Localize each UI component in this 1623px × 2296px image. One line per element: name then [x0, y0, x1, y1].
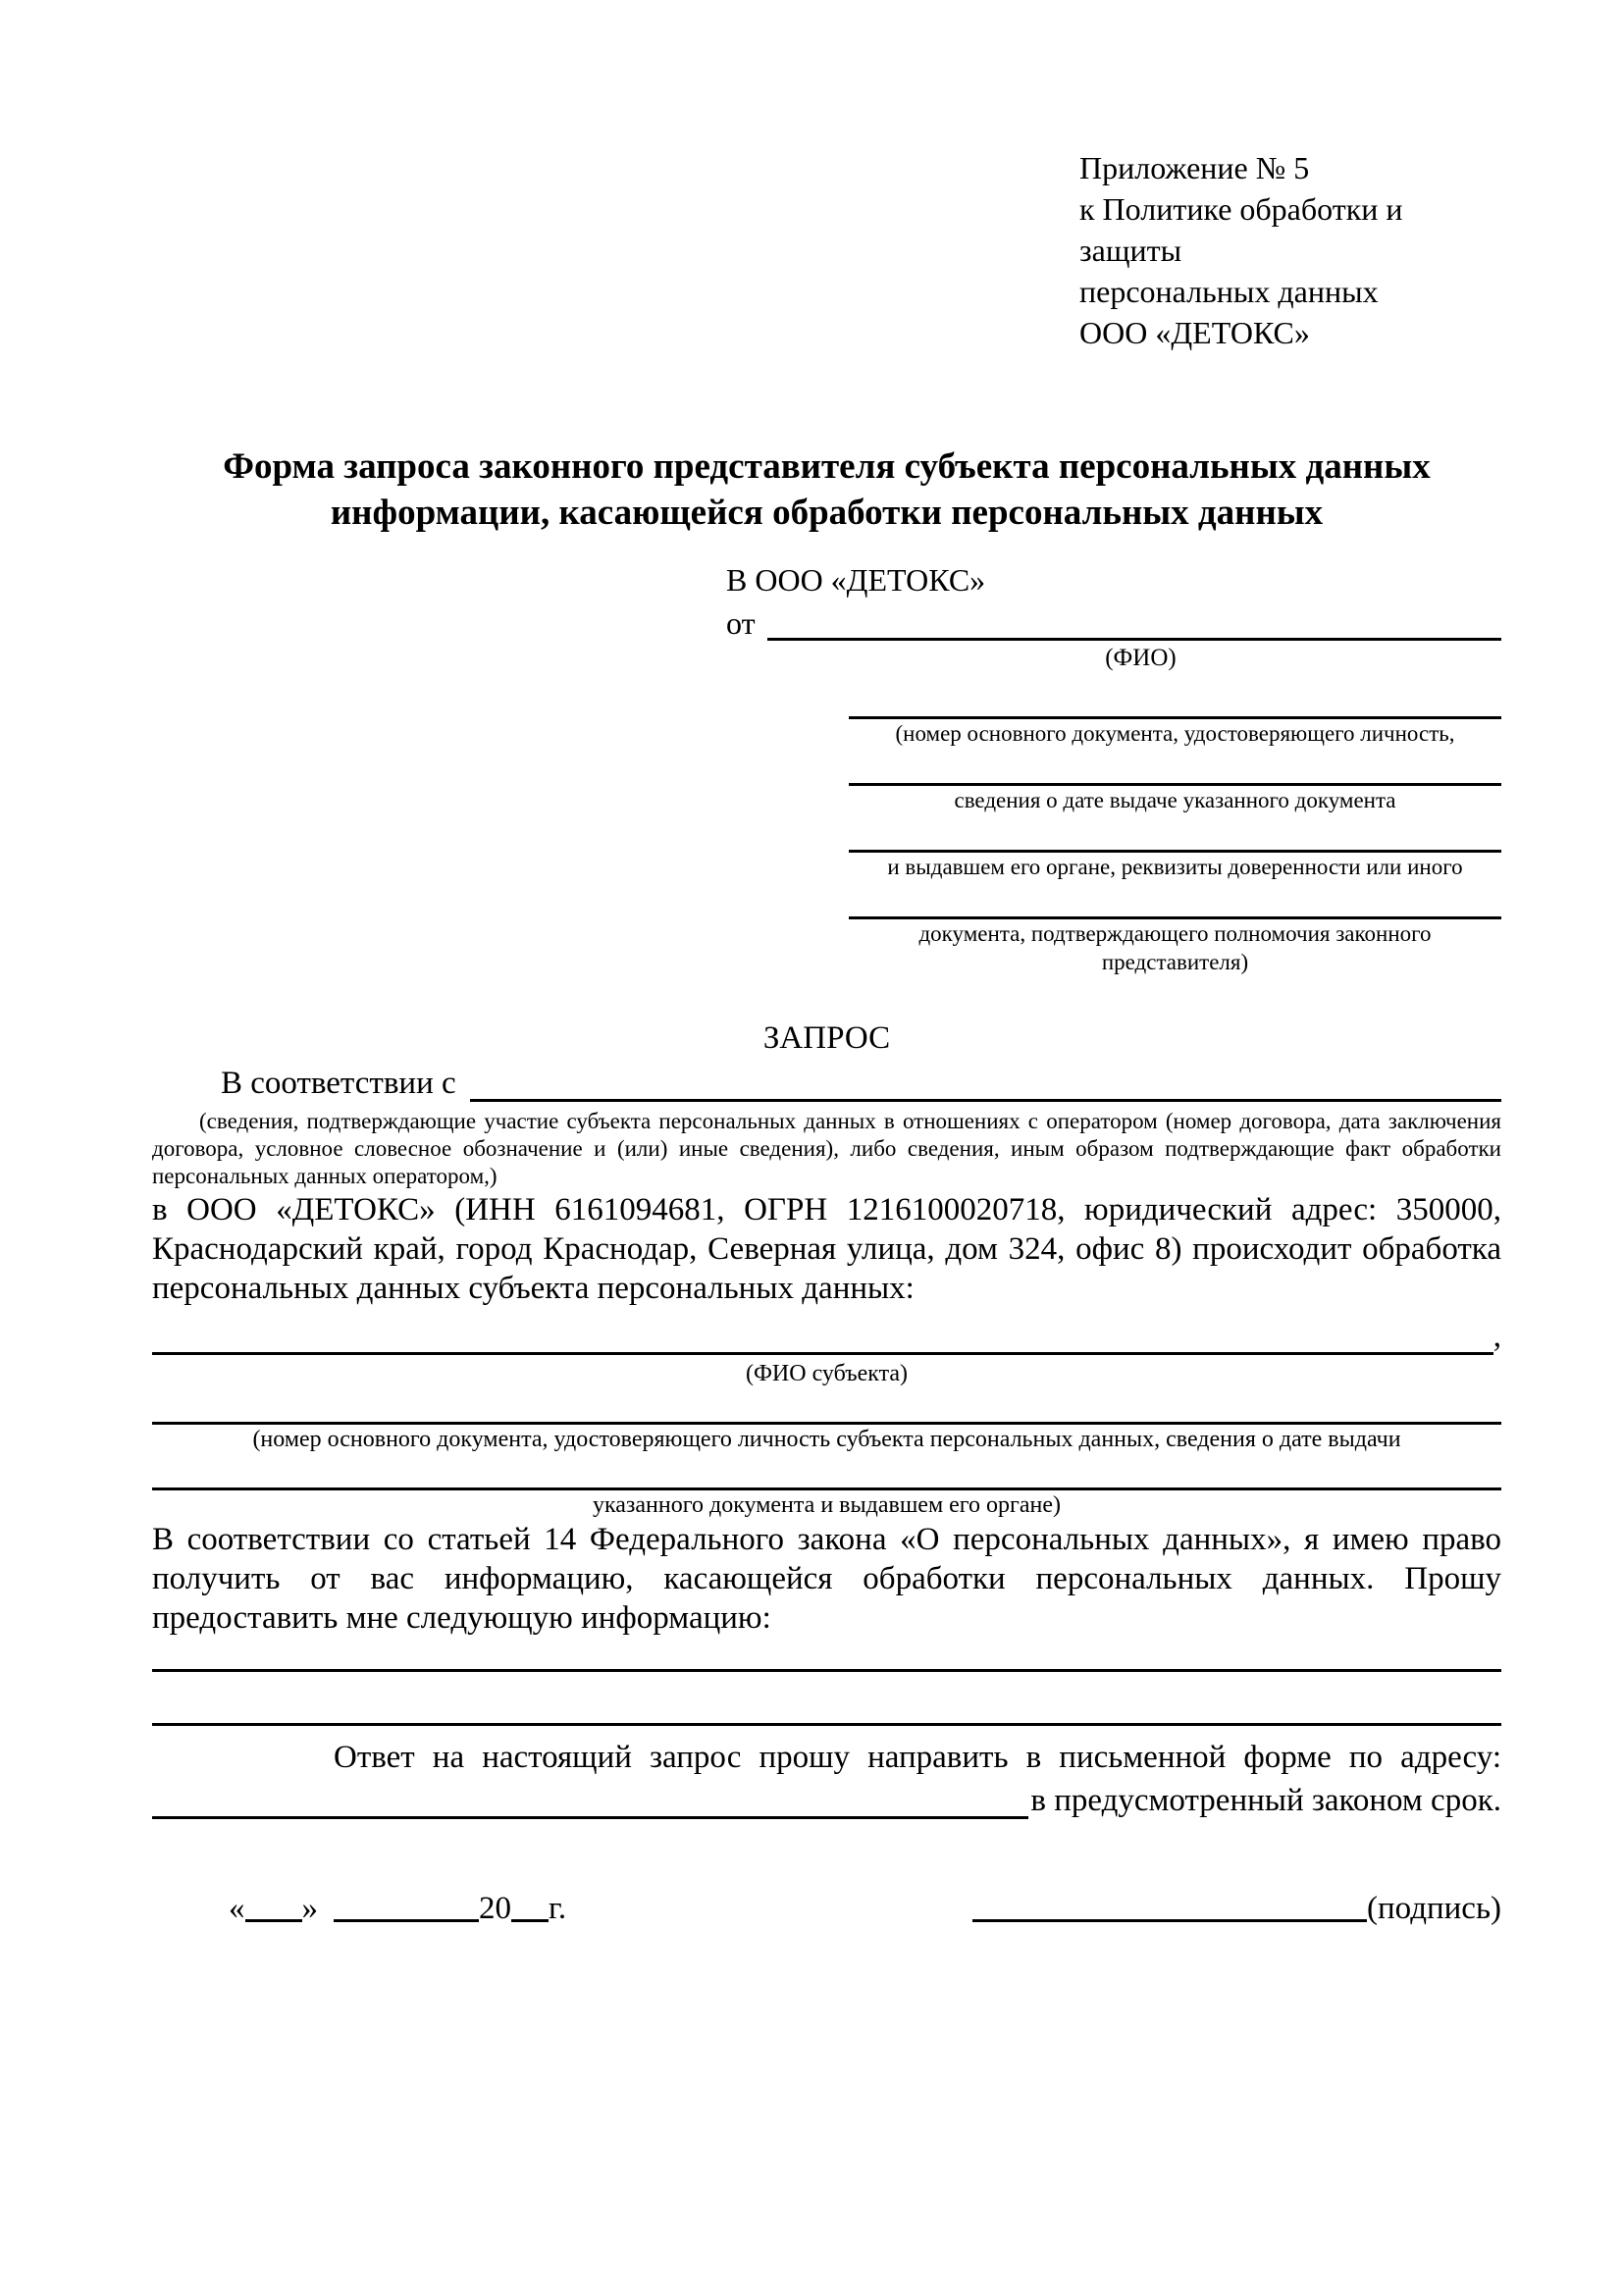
- answer-address-line: [152, 1779, 1501, 1822]
- subject-document-caption-1: (номер основного документа, удостоверяющего личность субъекта персональных данных, сведения о дате выдачи: [252, 1427, 1401, 1452]
- date-month-blank: [334, 1919, 479, 1922]
- requested-info-blank-line-1: [152, 1638, 1501, 1672]
- date-year-suffix: г.: [549, 1891, 567, 1926]
- addressee-block: [726, 557, 1501, 976]
- field-row-document-number: [726, 673, 1501, 748]
- date-quote-open: «: [229, 1891, 245, 1926]
- document-number-caption: (номер основного документа, удостоверяющего личность,: [895, 721, 1455, 746]
- subject-fio-caption: (ФИО субъекта): [745, 1361, 909, 1386]
- document-title-line-1: Форма запроса законного представителя субъекта персональных данных: [223, 446, 1431, 487]
- signature-caption: (подпись): [1367, 1891, 1501, 1926]
- appendix-company-line: ООО «ДЕТОКС»: [1079, 315, 1310, 350]
- subject-document-caption-2: указанного документа и выдавшем его органе): [592, 1492, 1062, 1518]
- issue-date-caption: сведения о дате выдаче указанного документа: [954, 788, 1396, 812]
- appendix-policy-line-2: персональных данных: [1079, 274, 1379, 309]
- date-quote-close: »: [301, 1891, 318, 1926]
- accordance-blank-line: [470, 1099, 1501, 1102]
- field-row-issuing-authority: [726, 814, 1501, 881]
- from-line: [726, 602, 1501, 644]
- issuing-authority-caption: и выдавшем его органе, реквизиты доверенности или иного: [887, 855, 1463, 879]
- document-title: [152, 444, 1501, 536]
- fio-blank-line: [767, 638, 1501, 641]
- subject-fio-line-comma: ,: [1492, 1319, 1501, 1354]
- issuing-authority-blank-line: [849, 814, 1501, 853]
- authority-document-blank-line: [849, 881, 1501, 919]
- document-title-line-2: информации, касающейся обработки персональных данных: [330, 493, 1324, 533]
- appendix-number-line: Приложение № 5: [1079, 150, 1310, 185]
- request-heading: ЗАПРОС: [762, 1020, 891, 1056]
- document-number-blank-line: [849, 673, 1501, 719]
- date-day-blank: [245, 1919, 302, 1922]
- accordance-note: (сведения, подтверждающие участие субъекта персональных данных в отношениях с оператором (номер договора, дата заключения договора, условное словесное обозначение и (или) иные сведения), либо сведения, иным образом подтверждающие факт обработки персональных данных оператором,): [152, 1109, 1501, 1188]
- authority-document-caption: документа, подтверждающего полномочия законного представителя): [918, 921, 1432, 974]
- law-paragraph: В соответствии со статьей 14 Федерального закона «О персональных данных», я имею право получить от вас информацию, касающейся обработки персональных данных. Прошу предоставить мне следующую информацию:: [152, 1522, 1501, 1636]
- subject-document-blank-line-1: [152, 1388, 1501, 1425]
- answer-paragraph: Ответ на настоящий запрос прошу направить в письменной форме по адресу:: [334, 1740, 1501, 1775]
- fio-caption: (ФИО): [1105, 645, 1177, 671]
- addressee-organization: В ООО «ДЕТОКС»: [726, 562, 986, 598]
- field-row-authority-document: [726, 881, 1501, 976]
- subject-fio-line: [152, 1314, 1501, 1359]
- address-blank-line: [152, 1816, 1028, 1819]
- operator-paragraph: в ООО «ДЕТОКС» (ИНН 6161094681, ОГРН 1216100020718, юридический адрес: 350000, Краснодарский край, город Краснодар, Северная улица, дом 324, офис 8) происходит обработка персональных данных субъекта персональных данных:: [152, 1192, 1501, 1306]
- from-label: от: [726, 605, 756, 641]
- date-year-prefix: 20: [479, 1891, 511, 1926]
- answer-tail: в предусмотренный законом срок.: [1030, 1783, 1501, 1818]
- accordance-line: [152, 1061, 1501, 1106]
- signature-blank-line: [972, 1919, 1367, 1922]
- accordance-label: В соответствии с: [221, 1066, 456, 1101]
- issue-date-blank-line: [849, 748, 1501, 786]
- date-year-blank: [511, 1919, 549, 1922]
- appendix-header: [1079, 147, 1501, 353]
- requested-info-blank-line-2: [152, 1672, 1501, 1726]
- subject-fio-blank-line: [152, 1352, 1493, 1355]
- date-field: [152, 1887, 566, 1930]
- field-row-issue-date: [726, 748, 1501, 814]
- signature-field: [972, 1887, 1501, 1930]
- signature-date-row: [152, 1887, 1501, 1930]
- subject-document-blank-line-2: [152, 1454, 1501, 1490]
- appendix-policy-line: к Политике обработки и защиты: [1079, 191, 1403, 268]
